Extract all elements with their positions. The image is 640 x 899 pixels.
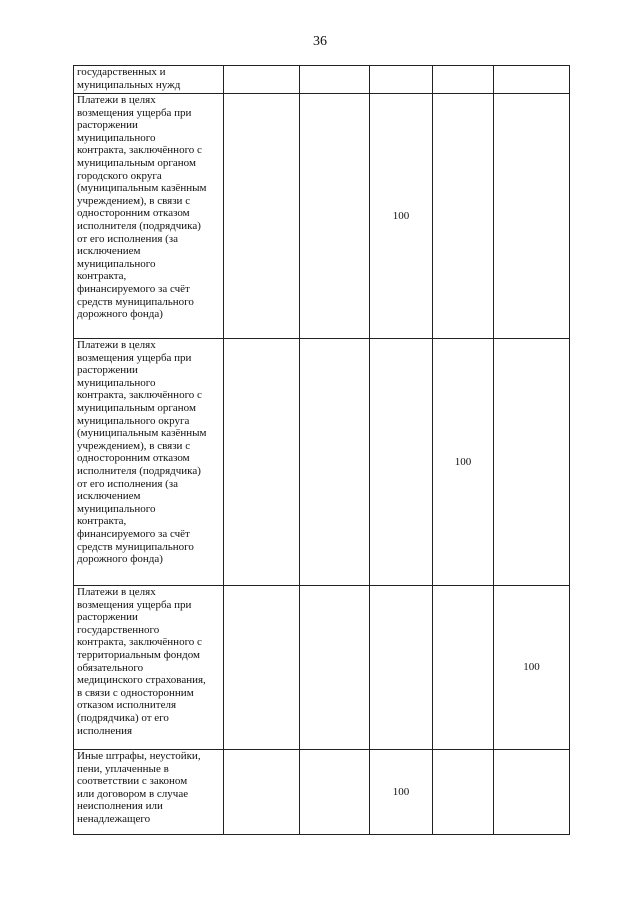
value-cell [300, 94, 370, 339]
row-description-cell [74, 339, 224, 586]
value-cell [300, 66, 370, 94]
value-cell [300, 586, 370, 750]
value-cell [370, 586, 433, 750]
row-description-cell [74, 66, 224, 94]
value-cell [494, 750, 570, 835]
table-row [74, 339, 570, 586]
row-description-cell [74, 586, 224, 750]
value-cell [224, 94, 300, 339]
value-cell [300, 339, 370, 586]
page-number: 36 [313, 34, 327, 49]
table-row [74, 94, 570, 339]
value-cell: 100 [494, 586, 570, 750]
row-description: Платежи в целях возмещения ущерба при расторжении муниципального контракта, заключённого с муниципальным органом муниципального округа (муниципальным казённым учреждением), в связи с односторонним отказом исполнителя (подрядчика) от его исполнения (за исключением муниципального контракта, финансируемого за счёт средств муниципального дорожного фонда) [77, 339, 207, 566]
row-description-cell [74, 750, 224, 835]
value-cell [224, 750, 300, 835]
table-row [74, 586, 570, 750]
value-cell [494, 66, 570, 94]
value-cell [224, 339, 300, 586]
value-cell [370, 66, 433, 94]
value-cell [433, 750, 494, 835]
value-cell: 100 [433, 339, 494, 586]
value-cell [494, 339, 570, 586]
value-cell: 100 [370, 750, 433, 835]
row-description: Платежи в целях возмещения ущерба при расторжении государственного контракта, заключённого с территориальным фондом обязательного медицинского страхования, в связи с односторонним отказом исполнителя (подрядчика) от его исполнения [77, 586, 206, 737]
value-cell [433, 94, 494, 339]
row-description: Иные штрафы, неустойки, пени, уплаченные в соответствии с законом или договором в случае неисполнения или ненадлежащего [77, 750, 201, 825]
row-description: государственных и муниципальных нужд [77, 66, 181, 91]
table-row [74, 750, 570, 835]
value-cell: 100 [370, 94, 433, 339]
value-cell [224, 66, 300, 94]
value-cell [494, 94, 570, 339]
value-cell [224, 586, 300, 750]
budget-table [73, 65, 570, 835]
table-row [74, 66, 570, 94]
row-description-cell [74, 94, 224, 339]
value-cell [433, 66, 494, 94]
value-cell [300, 750, 370, 835]
value-cell [433, 586, 494, 750]
row-description: Платежи в целях возмещения ущерба при расторжении муниципального контракта, заключённого с муниципальным органом городского округа (муниципальным казённым учреждением), в связи с односторонним отказом исполнителя (подрядчика) от его исполнения (за исключением муниципального контракта, финансируемого за счёт средств муниципального дорожного фонда) [77, 94, 207, 321]
value-cell [370, 339, 433, 586]
